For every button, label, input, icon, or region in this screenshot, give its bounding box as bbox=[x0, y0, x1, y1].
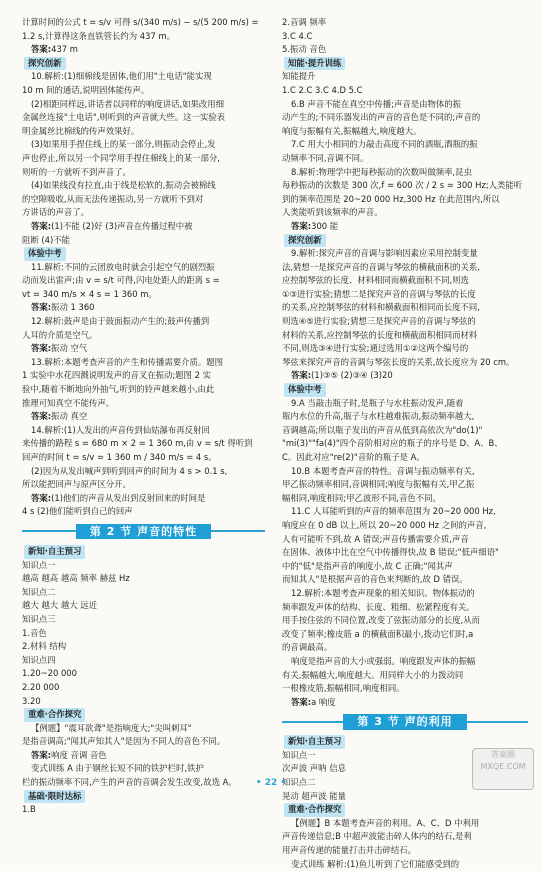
answer-line bbox=[22, 492, 265, 506]
text-line: 验中,随着不断地向外抽气,听到的铃声越来越小,由此 bbox=[22, 384, 215, 395]
subsection-heading bbox=[282, 234, 528, 248]
text-line: 知识点二 bbox=[282, 777, 316, 788]
text-line: C。因此对应"re(2)"音阶的瓶子是 A。 bbox=[282, 452, 425, 462]
text-line: 4 s (2)他们能听到自己的回声 bbox=[22, 506, 133, 517]
text-line: ①③进行实验;猜想二是探究声音的音调与琴弦的长度 bbox=[282, 288, 476, 299]
text-line: 声音传递信息;B 中超声波能击碎人体内的结石,是利 bbox=[282, 831, 472, 842]
text-line: 知识点二 bbox=[22, 586, 56, 597]
text-line: "mi(3)""fa(4)"四个音阶相对应的瓶子的序号是 D、A、B、 bbox=[282, 438, 503, 449]
answer-label: 答案: bbox=[31, 220, 52, 231]
banner-rule bbox=[211, 530, 265, 532]
right-column bbox=[282, 16, 528, 871]
text-line: 人类能听到该频率的声音。 bbox=[282, 207, 383, 218]
text-line: 频率跟发声体的结构、长度、粗细、松紧程度有关。 bbox=[282, 601, 475, 612]
text-line: 次声波 声呐 信息 bbox=[282, 763, 346, 774]
text-line: 声也停止,所以另一个同学用手捏住棉线上的某一部分, bbox=[22, 152, 220, 163]
answer-label: 答案: bbox=[31, 492, 52, 503]
text-line: 的音调最高。 bbox=[282, 642, 333, 653]
text-line: 改变了频率;橡皮筋 a 的横截面积最小,拨动它们时,a bbox=[282, 628, 474, 639]
subsection-tag: 重难·合作探究 bbox=[24, 708, 85, 722]
text-line: 变式训练 解析:(1)鱼儿听到了它们能感受到的 bbox=[291, 858, 460, 869]
section-banner bbox=[282, 713, 528, 730]
answer-label: 答案: bbox=[291, 220, 312, 231]
text-line: 来传播的路程 s = 680 m × 2 = 1 360 m,由 v = s/t 得听到 bbox=[22, 438, 253, 449]
text-line: 知识点三 bbox=[22, 613, 56, 624]
text-line: 响度与振幅有关,振幅越大,响度越大。 bbox=[282, 125, 422, 136]
answer-value: 响度 音调 音色 bbox=[51, 749, 107, 760]
banner-rule bbox=[22, 530, 76, 532]
text-line: 用声音传递的能量打击并击碎结石。 bbox=[282, 845, 416, 856]
text-line: 法,猜想一是探究声音的音调与琴弦的横截面积的关系, bbox=[282, 261, 480, 272]
subsection-tag: 探究创新 bbox=[24, 57, 66, 71]
text-line: 【例题】B 本题考查声音的利用。A、C、D 中利用 bbox=[291, 817, 480, 828]
subsection-tag: 体验中考 bbox=[284, 383, 326, 397]
text-line: 而知其人"是根据声音的音色来判断的,故 D 错误。 bbox=[282, 574, 468, 585]
text-line: vt = 340 m/s × 4 s = 1 360 m。 bbox=[22, 288, 157, 299]
text-line: 中的"低"是指声音的响度小,故 C 正确;"闻其声 bbox=[282, 560, 453, 571]
answer-value: 300 能 bbox=[311, 220, 339, 231]
banner-rule bbox=[467, 721, 528, 723]
text-line: 瓶内水位的升高,瓶子与水柱越难振动,振动频率越大, bbox=[282, 411, 475, 422]
text-line: 明金属丝比棉线的传声效果好。 bbox=[22, 125, 140, 136]
answer-line bbox=[282, 220, 528, 234]
text-line: 阻断 (4)不能 bbox=[22, 234, 71, 245]
text-line: 11.C 人耳能听到的声音的频率范围为 20~20 000 Hz, bbox=[291, 506, 496, 517]
text-line: 推理可知真空不能传声。 bbox=[22, 397, 115, 408]
left-column bbox=[22, 16, 265, 817]
answer-label: 答案: bbox=[31, 749, 52, 760]
answer-value: (1)③⑤ (2)③④ (3)20 bbox=[311, 370, 393, 381]
text-line: 金属丝连接"土电话",则听到的声音就大些。这一实验表 bbox=[22, 112, 225, 123]
text-line: 响度是指声音的大小或强弱。响度跟发声体的振幅 bbox=[291, 655, 476, 666]
text-line: 1.C 2.C 3.C 4.D 5.C bbox=[282, 84, 363, 95]
answer-value: (1)他们的声音从发出到反射回来的时间是 bbox=[51, 492, 206, 503]
subsection-heading bbox=[22, 708, 265, 722]
subsection-tag: 探究创新 bbox=[284, 234, 326, 248]
answer-line bbox=[22, 410, 265, 424]
text-line: 则听的一方就听不到声音了。 bbox=[22, 166, 131, 177]
answer-value: 振动 真空 bbox=[51, 411, 88, 422]
text-line: 栏的振动频率不同,产生的声音的音调会发生改变,故选 A。 bbox=[22, 777, 237, 788]
text-line: 到的频率范围是 20~20 000 Hz,300 Hz 在此范围内,所以 bbox=[282, 193, 500, 204]
text-line: 14.解析:(1)人发出的声音传到仙姑瀑布再反射回 bbox=[31, 424, 210, 435]
text-line: 幅相同,响度相同;甲乙波形不同,音色不同。 bbox=[282, 492, 441, 503]
text-line: 则选④⑤进行实验;猜想三是探究声音的音调与琴弦的 bbox=[282, 316, 476, 327]
text-line: 的关系,应控制琴弦的材料和横截面积相同而长度不同, bbox=[282, 302, 480, 313]
text-line: 1 实验中水花四溅说明发声的音叉在振动;题图 2 实 bbox=[22, 370, 211, 381]
text-line: 音调越高;所以瓶子发出的声音从低到高依次为"do(1)" bbox=[282, 424, 483, 435]
answer-label: 答案: bbox=[31, 343, 52, 354]
text-line: 材料的关系,应控制琴弦的长度和横截面积相同而材料 bbox=[282, 329, 478, 340]
answer-label: 答案: bbox=[31, 302, 52, 313]
text-line: 每秒振动的次数是 300 次,f = 600 次 / 2 s = 300 Hz;人类能听 bbox=[282, 180, 523, 191]
answer-value: a 响度 bbox=[311, 696, 336, 707]
answer-line bbox=[22, 220, 265, 234]
banner-rule bbox=[282, 721, 343, 723]
text-line: 越高 越高 越高 频率 赫兹 Hz bbox=[22, 573, 130, 584]
subsection-heading bbox=[282, 57, 528, 71]
text-line: 12.解析:本题考查声现象的相关知识。物体振动的 bbox=[291, 587, 475, 598]
answer-label: 答案: bbox=[291, 370, 312, 381]
text-line: 知识点四 bbox=[22, 654, 56, 665]
section-title: 第 3 节 声的利用 bbox=[343, 714, 466, 730]
text-line: 动频率不同,音调不同。 bbox=[282, 152, 369, 163]
text-line: 1.20~20 000 bbox=[22, 668, 77, 679]
text-line: 2.音调 频率 bbox=[282, 17, 327, 27]
subsection-tag: 重难·合作探究 bbox=[284, 803, 345, 817]
text-line: (2)相距同样远,讲话者以同样的响度讲话,如果改用细 bbox=[31, 98, 225, 109]
text-line: 1.B bbox=[22, 804, 36, 815]
answer-line bbox=[22, 342, 265, 356]
text-line: 9.A 当敲击瓶子时,是瓶子与水柱振动发声,随着 bbox=[291, 397, 464, 408]
text-line: 5.振动 音色 bbox=[282, 44, 327, 55]
text-line: 用手按住弦的不同位置,改变了弦振动部分的长度,从而 bbox=[282, 615, 480, 626]
section-title: 第 2 节 声音的特性 bbox=[76, 524, 211, 540]
text-line: 回声的时间 t = s/v = 1 360 m / 340 m/s = 4 s。 bbox=[22, 452, 217, 462]
text-line: 9.解析:探究声音的音调与影响因素应采用控制变量 bbox=[291, 248, 478, 259]
text-line: 10.解析:(1)细棉线是固体,他们用"土电话"能实现 bbox=[31, 71, 212, 82]
page-number: • 22 • bbox=[255, 778, 287, 788]
text-line: 有关,振幅越大,响度越大。用同样大小的力拨动同 bbox=[282, 669, 464, 680]
text-line: 10.B 本题考查声音的特性。音调与振动频率有关, bbox=[291, 465, 475, 476]
subsection-heading bbox=[22, 545, 265, 559]
text-line: (3)如果用手捏住线上的某一部分,则振动会停止,发 bbox=[31, 139, 216, 150]
text-line: 琴弦来探究声音的音调与琴弦长度的关系,故长度应为 20 cm。 bbox=[282, 356, 515, 367]
text-line: 10 m 间的通话,说明固体能传声。 bbox=[22, 84, 150, 95]
text-line: 3.20 bbox=[22, 695, 41, 706]
text-line: 人有可能听不到,故 A 错误;声音传播需要介质,声音 bbox=[282, 533, 469, 544]
text-line: 甲乙振动频率相同,音调相同;响度与振幅有关,甲乙振 bbox=[282, 479, 475, 490]
subsection-heading bbox=[282, 803, 528, 817]
text-line: 3.C 4.C bbox=[282, 30, 313, 41]
text-line: 13.解析:本题考查声音的产生和传播需要介质。题图 bbox=[31, 356, 224, 367]
text-line: (4)如果线没有拉直,由于线是松软的,振动会被棉线 bbox=[31, 180, 216, 191]
subsection-heading bbox=[22, 57, 265, 71]
text-line: 响度应在 0 dB 以上,所以 20~20 000 Hz 之间的声音, bbox=[282, 519, 487, 530]
text-line: 1.音色 bbox=[22, 627, 47, 638]
text-line: 6.B 声音不能在真空中传播;声音是由物体的振 bbox=[291, 98, 461, 109]
text-line: 人耳的介质是空气。 bbox=[22, 329, 98, 340]
answer-label: 答案: bbox=[291, 696, 312, 707]
text-line: 2.20 000 bbox=[22, 681, 60, 692]
answer-value: 振动 空气 bbox=[51, 343, 88, 354]
text-line: 知识点一 bbox=[282, 749, 316, 760]
text-line: 越大 越大 越大 远近 bbox=[22, 600, 97, 611]
answer-label: 答案: bbox=[31, 411, 52, 422]
text-line: 一根橡皮筋,振幅相同,响度相同。 bbox=[282, 683, 405, 694]
answer-value: 437 m bbox=[51, 44, 78, 55]
subsection-tag: 知能·提升训练 bbox=[284, 57, 345, 71]
subsection-tag: 基础·限时达标 bbox=[24, 790, 85, 804]
answer-line bbox=[282, 696, 528, 710]
text-line: 计算时间的公式 t = s/v 可得 s/(340 m/s) − s/(5 200 m/s) = bbox=[22, 17, 259, 27]
subsection-heading bbox=[22, 790, 265, 804]
text-line: 12.解析:鼓声是由于鼓面振动产生的;鼓声传播到 bbox=[31, 316, 210, 327]
text-line: 应控制琴弦的长度、材料相同而横截面积不同,则选 bbox=[282, 275, 469, 286]
answer-line bbox=[22, 43, 265, 57]
answer-value: (1)不能 (2)好 (3)声音在传播过程中被 bbox=[51, 220, 193, 231]
text-line: 晃动 超声波 能量 bbox=[282, 790, 346, 801]
text-line: 是指音调高;"闻其声知其人"是因为不同人的音色不同。 bbox=[22, 736, 226, 747]
section-banner bbox=[22, 523, 265, 540]
text-line: 变式训练 A 由于钢丝长短不同的铁护栏时,铁护 bbox=[31, 763, 204, 774]
subsection-heading bbox=[22, 247, 265, 261]
text-line: 知能提升 bbox=[282, 71, 316, 82]
watermark-stamp: 答案圈 MXQE.COM bbox=[472, 748, 534, 790]
text-line: 8.解析:物理学中把每秒振动的次数叫做频率,昆虫 bbox=[291, 166, 472, 177]
text-line: 不同,则选③④进行实验;通过选用①②这两个编号的 bbox=[282, 343, 469, 354]
subsection-tag: 新知·自主预习 bbox=[24, 545, 85, 559]
answer-line bbox=[22, 749, 265, 763]
subsection-heading bbox=[282, 383, 528, 397]
subsection-tag: 新知·自主预习 bbox=[284, 735, 345, 749]
text-line: 所以能把回声与原声区分开。 bbox=[22, 479, 131, 490]
answer-line bbox=[22, 301, 265, 315]
text-line: 【例题】"震耳欲聋"是指响度大;"尖叫刺耳" bbox=[31, 722, 192, 733]
subsection-tag: 体验中考 bbox=[24, 247, 66, 261]
answer-label: 答案: bbox=[31, 44, 52, 55]
text-line: 动产生的;不同乐器发出的声音的音色是不同的;声音的 bbox=[282, 112, 481, 123]
answer-value: 振动 1 360 bbox=[51, 302, 95, 313]
text-line: (2)因为从发出喊声到听到回声的时间为 4 s > 0.1 s, bbox=[31, 465, 228, 476]
answer-line bbox=[282, 369, 528, 383]
text-line: 的空隙吸收,从而无法传递振动,另一方就听不到对 bbox=[22, 193, 204, 204]
text-line: 1.2 s,计算得这条直铁管长约为 437 m。 bbox=[22, 30, 175, 41]
text-line: 11.解析:不同的云团放电时就会引起空气的剧烈振 bbox=[31, 261, 215, 272]
text-line: 在固体、液体中比在空气中传播得快,故 B 错误;"低声细语" bbox=[282, 547, 499, 558]
text-line: 知识点一 bbox=[22, 559, 56, 570]
text-line: 方讲话的声音了。 bbox=[22, 207, 89, 218]
text-line: 7.C 用大小相同的力敲击高度不同的酒瓶,酒瓶的振 bbox=[291, 139, 478, 150]
text-line: 动而发出雷声;由 v = s/t 可得,闪电处距人的距离 s = bbox=[22, 275, 220, 286]
subsection-heading bbox=[282, 735, 528, 749]
text-line: 2.材料 结构 bbox=[22, 641, 67, 652]
